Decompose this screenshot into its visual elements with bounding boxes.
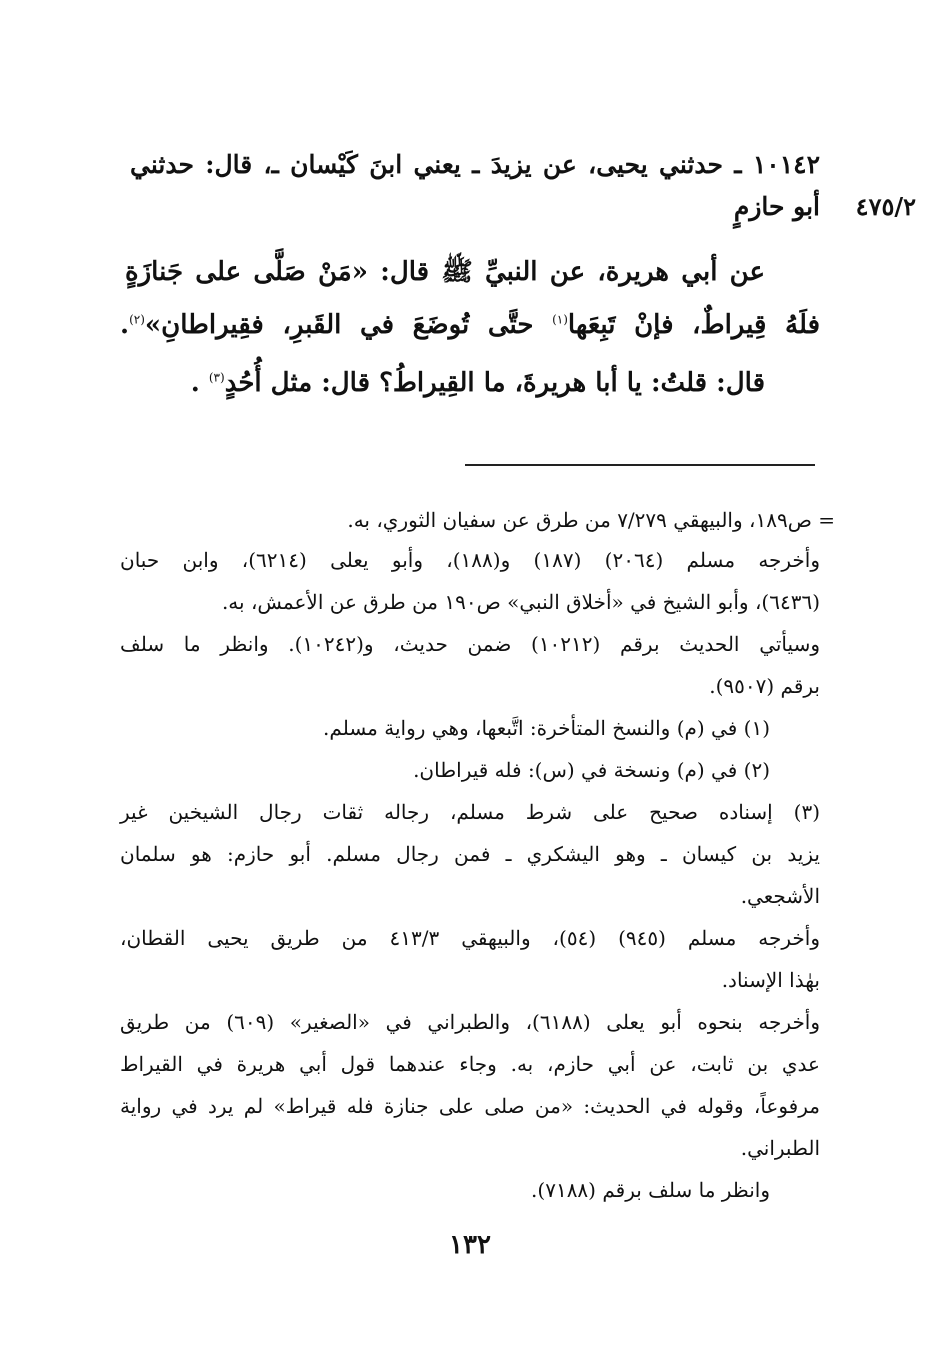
footnote-line: بهٰذا الإسناد.: [721, 968, 820, 992]
hadith-text-line-1: عن أبي هريرة، عن النبيِّ ﷺ قال: «مَنْ صَلَّى على جَنازَةٍ: [125, 257, 765, 287]
footnote-marker-3: (٣): [208, 370, 225, 385]
footnote-marker-1: (١): [552, 312, 568, 327]
footnote-line: مرفوعاً، وقوله في الحديث: «من صلى على جنازة فله قيراط» لم يرد في رواية: [120, 1094, 820, 1118]
hadith-text-line-3: [191, 368, 765, 398]
footnote-line: (٢) في (م) ونسخة في (س): فله قيراطان.: [413, 758, 770, 782]
footnote-line: (٦٤٣٦)، وأبو الشيخ في «أخلاق النبي» ص١٩٠ من طرق عن الأعمش، به.: [221, 590, 820, 614]
hadith-heading-line-1: ١٠١٤٢ ـ حدثني يحيى، عن يزيدَ ـ يعني ابنَ كَيْسان ـ، قال: حدثني: [130, 150, 820, 179]
footnote-line: يزيد بن كيسان ـ وهو اليشكري ـ فمن رجال مسلم. أبو حازم: هو سلمان: [120, 842, 820, 866]
footnote-line: عدي بن ثابت، عن أبي حازم، به. وجاء عندهما قول أبي هريرة في القيراط: [120, 1052, 820, 1076]
hadith-line-2-part-b: حتَّى تُوضَعَ في القَبرِ، فقِيراطانِ»: [144, 310, 553, 340]
page-number: ١٣٢: [449, 1230, 491, 1260]
footnote-line: = ص١٨٩، والبيهقي ٧/٢٧٩ من طرق عن سفيان الثوري، به.: [347, 508, 835, 532]
footnote-line: برقم (٩٥٠٧).: [709, 674, 820, 698]
margin-reference: ٤٧٥/٢: [855, 192, 916, 221]
hadith-line-2-end: .: [120, 310, 130, 340]
footnote-line: (١) في (م) والنسخ المتأخرة: اتَّبعها، وهي رواية مسلم.: [323, 716, 770, 740]
footnote-line: (٣) إسناده صحيح على شرط مسلم، رجاله ثقات رجال الشيخين غير: [120, 800, 820, 824]
hadith-line-2-part-a: فلَهُ قِيراطٌ، فإنْ تَبِعَها: [567, 310, 821, 340]
footnote-marker-2: (٢): [129, 312, 145, 327]
hadith-line-3-part-a: قال: قلتُ: يا أبا هريرةَ، ما القِيراطُ؟ قال: مثل أُحُدٍ: [224, 368, 765, 398]
footnote-line: الأشجعي.: [740, 884, 820, 908]
footnote-line: وأخرجه بنحوه أبو يعلى (٦١٨٨)، والطبراني في «الصغير» (٦٠٩) من طريق: [120, 1010, 821, 1034]
footnote-line: وأخرجه مسلم (٩٤٥) (٥٤)، والبيهقي ٤١٣/٣ من طريق يحيى القطان،: [120, 926, 821, 950]
footnote-line: وأخرجه مسلم (٢٠٦٤) (١٨٧) و(١٨٨)، وأبو يعلى (٦٢١٤)، وابن حبان: [120, 548, 821, 572]
footnote-line: الطبراني.: [740, 1136, 820, 1160]
hadith-text-line-2: [120, 310, 820, 340]
footnote-separator: [465, 464, 815, 466]
footnote-line: وسيأتي الحديث برقم (١٠٢١٢) ضمن حديث، و(١٠٢٤٢). وانظر ما سلف: [120, 632, 820, 656]
footnote-line: وانظر ما سلف برقم (٧١٨٨).: [531, 1178, 770, 1202]
hadith-heading-line-2: أبو حازمٍ: [733, 192, 820, 221]
hadith-line-3-end: .: [190, 368, 209, 398]
